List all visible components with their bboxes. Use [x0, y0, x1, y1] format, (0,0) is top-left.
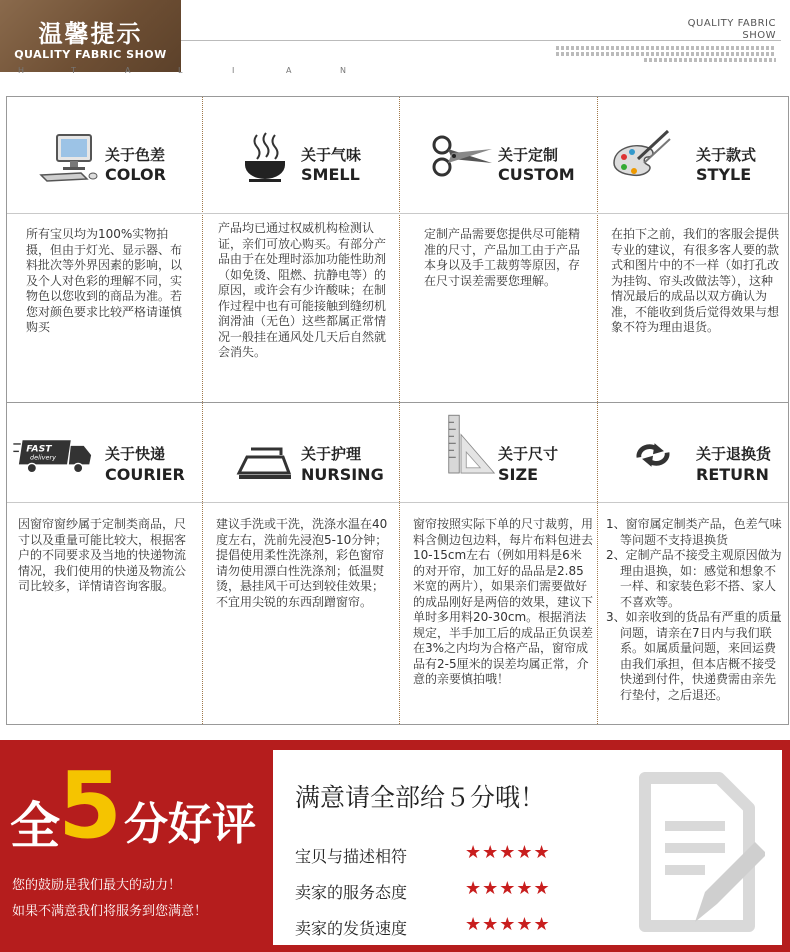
header	[0, 0, 790, 90]
rating-label: 卖家的服务态度	[295, 883, 408, 902]
cell-smell-text: 产品均已通过权威机构检测认证，亲们可放心购买。有部分产品由于在处理时添加功能性助剂（如免烫、阻燃、抗静电等）的原因，或许会有少许酸味；在制作过程中也有可能接触到缝纫机润滑油（无色）这些都属正常情况一般挂在通风处几天后自然就会消失。	[218, 221, 387, 359]
header-letter: A	[286, 66, 293, 75]
ruler-triangle-icon	[440, 407, 496, 483]
header-title-en: QUALITY FABRIC SHOW	[14, 48, 167, 61]
cell-nursing-head	[203, 403, 399, 503]
return-item: 3、如亲收到的货品有严重的质量问题，请亲在7日内与我们联系。如属质量问题，来回运费由我们承担，但本店概不接受快递到付件，快递费需由亲先行垫付，之后退还。	[606, 610, 782, 702]
cell-title-en: NURSING	[301, 465, 384, 484]
header-letter: N	[340, 66, 347, 75]
scissors-icon	[430, 129, 494, 183]
header-letter: T	[71, 66, 77, 75]
encourage-line-2: 如果不满意我们将服务到您满意！	[12, 904, 208, 919]
rating-label: 宝贝与描述相符	[295, 847, 408, 866]
return-item: 1、窗帘属定制类产品，色差气味等问题不支持退换货	[606, 517, 782, 547]
cell-title-en: RETURN	[696, 465, 769, 484]
header-title-box	[0, 0, 181, 72]
cell-title-zh: 关于护理	[301, 445, 362, 463]
header-right-line1: QUALITY FABRIC	[687, 18, 776, 29]
five-star-number: 5	[58, 752, 123, 859]
cell-title-en: CUSTOM	[498, 165, 575, 184]
cell-smell-head	[203, 97, 399, 207]
cell-title-en: SIZE	[498, 465, 539, 484]
cell-courier-text: 因窗帘窗纱属于定制类商品，尺寸以及重量可能比较大，根据客户的不同要求及当地的快递物流情况，我们使用的快递及物流公司比较多，详情请咨询客服。	[18, 517, 187, 593]
cell-size-text: 窗帘按照实际下单的尺寸裁剪，用料含侧边包边料，每片布料包进去10-15cm左右（例如用料是6米的对开帘，加工好的品品是2.85米宽的两片），如果亲们需要做好的成品刚好是两倍的效果，建议下单时多用料20-30cm。根据消法规定，半手加工后的成品正负误差在3%之内均为合格产品，窗帘成品有2-5厘米的误差均属正常，介意的亲要慎拍哦！	[413, 517, 594, 686]
header-letter: H	[18, 66, 26, 75]
cell-size-head	[400, 403, 597, 503]
rating-banner	[0, 740, 790, 952]
cell-color-text: 所有宝贝均为100%实物拍摄，但由于灯光、显示器、布料批次等外界因素的影响，以及个人对色彩的理解不同，实物色以您收到的商品为准。若您对颜色要求比较严格请谨慎购买	[26, 227, 183, 334]
header-right-text	[688, 18, 776, 42]
cell-title-zh: 关于定制	[498, 146, 559, 164]
rating-stars: ★★★★★	[465, 878, 551, 899]
rating-panel	[273, 750, 782, 945]
cell-title-zh: 关于快递	[105, 445, 166, 463]
computer-icon	[37, 129, 101, 183]
cell-title-zh: 关于款式	[696, 146, 757, 164]
cell-custom-text: 定制产品需要您提供尽可能精准的尺寸，产品加工由于产品本身以及手工裁剪等原因，存在尺寸误差需要您理解。	[424, 227, 581, 288]
cell-title-zh: 关于气味	[301, 146, 362, 164]
cell-title-en: SMELL	[301, 165, 360, 184]
header-letter: I	[232, 66, 236, 75]
cell-title-en: STYLE	[696, 165, 752, 184]
cell-custom-head	[400, 97, 597, 207]
return-item: 2、定制产品不接受主观原因做为理由退换，如：感觉和想象不一样、和家装色彩不搭、家人不喜欢等。	[606, 548, 782, 609]
rating-panel-title: 满意请全部给５分哦！	[295, 783, 546, 812]
header-right-line2: SHOW	[742, 30, 776, 41]
rating-label: 卖家的发货速度	[295, 919, 408, 938]
cell-courier-head	[7, 403, 202, 503]
rating-banner-left	[0, 740, 272, 952]
paint-palette-icon	[608, 129, 672, 183]
grid-divider	[7, 213, 788, 214]
five-star-text-quan: 全	[10, 797, 60, 855]
delivery-truck-icon	[11, 431, 99, 481]
return-arrows-icon	[628, 433, 678, 477]
header-letter: L	[178, 66, 184, 75]
rating-stars: ★★★★★	[465, 842, 551, 863]
header-fine-print	[556, 46, 776, 62]
header-letter: A	[125, 66, 132, 75]
info-grid	[6, 96, 789, 725]
encourage-line-1: 您的鼓励是我们最大的动力！	[12, 878, 182, 893]
cell-nursing-text: 建议手洗或干洗，洗涤水温在40度左右，洗前先浸泡5-10分钟；提倡使用柔性洗涤剂，彩色窗帘请勿使用漂白性洗涤剂；低温熨烫，悬挂风干可达到较佳效果；不宜用尖锐的东西刮蹭窗帘。	[216, 517, 388, 609]
cell-title-zh: 关于退换货	[696, 445, 772, 463]
cell-title-en: COLOR	[105, 165, 166, 184]
document-edit-icon	[635, 772, 765, 932]
cell-style-head	[598, 97, 788, 207]
iron-icon	[233, 431, 297, 485]
cell-title-en: COURIER	[105, 465, 185, 484]
cell-title-zh: 关于色差	[105, 146, 166, 164]
header-title-zh: 温馨提示	[38, 20, 143, 48]
cell-return-head	[598, 403, 788, 503]
svg-text:FAST: FAST	[26, 443, 52, 455]
cell-title-zh: 关于尺寸	[498, 445, 559, 463]
cell-style-text: 在拍下之前，我们的客服会提供专业的建议，有很多客人要的款式和图片中的不一样（如打孔改为挂钩、帘头改做法等），这种情况最后的成品以双方确认为准，不能收到货后觉得效果与想象不符为理由退货。	[611, 227, 780, 334]
cell-return-list	[606, 517, 782, 703]
steaming-cup-icon	[233, 129, 297, 183]
rating-stars: ★★★★★	[465, 914, 551, 935]
cell-color-head	[7, 97, 202, 207]
svg-text:delivery: delivery	[30, 453, 56, 462]
five-star-text-haoping: 分好评	[124, 799, 256, 850]
